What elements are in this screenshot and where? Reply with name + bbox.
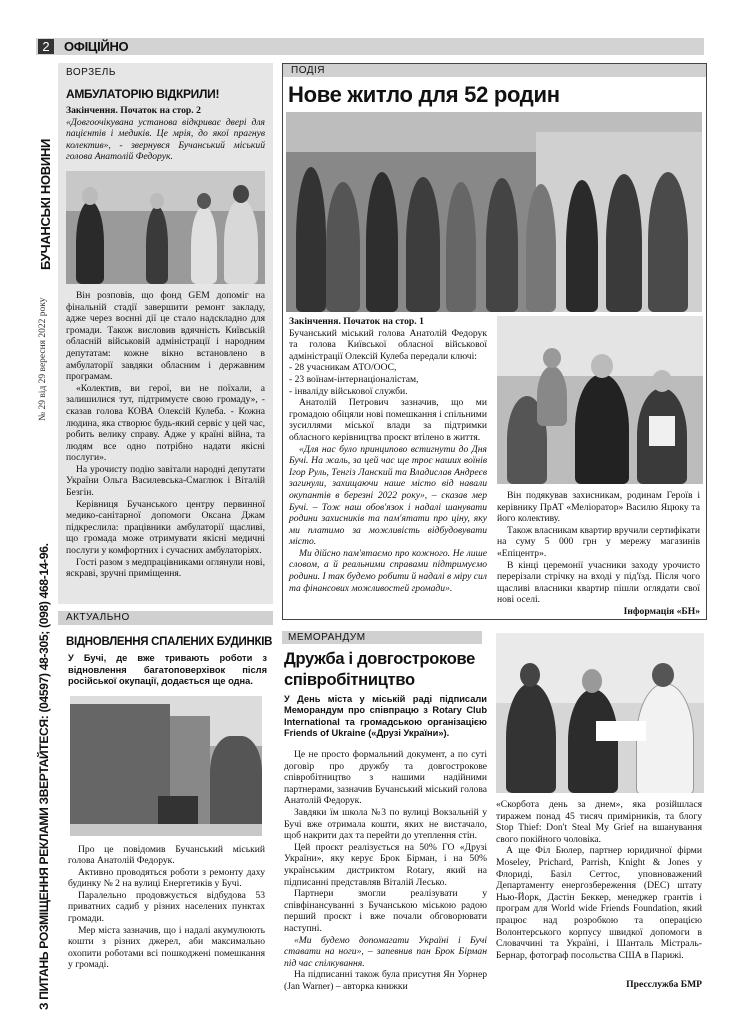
paragraph: Цей проєкт реалізується на 50% ГО «Друзі України», яку керує Брок Бірман, і на 50% українським дистриктом Rotary, який на підписанні представляв Віталій Лесько. <box>284 841 487 888</box>
section-header-bar <box>36 38 704 55</box>
paragraph: Завдяки їм школа №3 по вулиці Вокзальній у Бучі вже отримала кошти, яких не вистачало, щоб накрити дах та перейти до утеплення стін. <box>284 806 487 842</box>
crowd-photo <box>286 112 702 312</box>
headline: Нове житло для 52 родин <box>288 82 560 107</box>
article-title: ВІДНОВЛЕННЯ СПАЛЕНИХ БУДИНКІВ <box>66 636 273 648</box>
paragraph: «Скорбота день за днем», яка розійшлася тиражем понад 45 тисяч примірників, та блогу Stop Thief: Don't Steal My Grief на вшанування свого покійного чоловіка. <box>496 799 702 845</box>
paragraph: На урочисту подію завітали народні депутати України Ольга Василевська-Смаглюк і Віталій Безгін. <box>66 463 265 499</box>
podiya-article <box>282 63 707 620</box>
continued-note: Закінчення. Початок на стор. 1 <box>289 316 424 327</box>
family-photo <box>497 316 703 484</box>
paragraph: Анатолій Петрович зазначив, що ми громадою обіцяли нові помешкання і спільними зусиллями міської влади за підтримки обласного керівництва проєкт втілено в життя. <box>289 397 487 443</box>
ad-contact-line: З ПИТАНЬ РОЗМІЩЕННЯ РЕКЛАМИ ЗВЕРТАЙТЕСЯ: (04597) 48-305; (098) 468-14-96. <box>37 543 51 1010</box>
memorandum-article <box>282 631 705 1016</box>
building-photo <box>70 696 262 836</box>
signing-photo <box>496 633 704 793</box>
paragraph: «Колектив, ви герої, ви не поїхали, а залишилися тут, підтримуєте свою громаду», - сказав голова КОВА Олексій Кулеба. - Кожна людина, яка створює будь-який сервіс у цей час, робить велику справу. Адже у країні війна, та людям все одно потрібно надати якісні послуги». <box>66 382 265 464</box>
quote: Ми дійсно пам'ятаємо про кожного. Не лише словом, а й реальними справами підтримуємо родини. І так будемо робити й надалі в міру сил та фінансових можливостей громади». <box>289 547 487 594</box>
paragraph: В кінці церемонії учасники заходу урочисто перерізали стрічку на вході у під'їзд. Після чого щасливі власники квартир пішли оглядати свої нові оселі. <box>497 559 700 606</box>
paragraph: Це не просто формальний документ, а по суті договір про дружбу та довгострокове співробітництво з нашими надійними партнерами, зазначив Бучанський міський голова Анатолій Федорук. <box>284 749 487 807</box>
headline: Дружба і довгострокове співробітництво <box>284 650 476 689</box>
quote: «Ми будемо допомагати Україні і Бучі ставати на ноги», – запевнив пан Брок Бірман під час спілкування. <box>284 934 487 969</box>
page-number: 2 <box>38 39 54 54</box>
sidebar <box>36 58 52 1018</box>
paragraph: Про це повідомив Бучанський міський голова Анатолій Федорук. <box>68 843 265 867</box>
paragraph: Бучанський міський голова Анатолій Федорук та голова Київської обласної військової адміністрації Олексій Кулеба передали ключі: <box>289 327 487 362</box>
paragraph: Активно проводяться роботи з ремонту даху будинку № 2 на вулиці Енергетиків у Бучі. <box>68 866 265 890</box>
paragraph: Він подякував захисникам, родинам Героїв і керівнику ПрАТ «Меліоратор» Василю Яцюку та його колективу. <box>497 490 700 525</box>
vorzel-panel <box>58 63 273 604</box>
issue-line: № 29 від 29 вересня 2022 року <box>38 297 48 421</box>
paragraph: Партнери змогли реалізувати у співфінансуванні з Бучанською міською радою перший проєкт і вже почали обговорювати наступні. <box>284 888 487 934</box>
paragraph: Він розповів, що фонд GEM допоміг на фінальній стадії завершити ремонт закладу, адже через воєнні дії це стало надскладно для громади. Також висловив вдячність Київській обласній військовій адміністрації і народним депутатам: кожне вікно встановлено в амбулаторії завдяки обласним і державним програмам. <box>66 289 265 383</box>
article-title: АМБУЛАТОРІЮ ВІДКРИЛИ! <box>66 87 220 101</box>
paragraph: Гості разом з медпрацівниками оглянули нові, яскраві, зручні приміщення. <box>66 556 265 580</box>
lead-quote: «Довгоочікувана установа відкриває двері для пацієнтів і медиків. Це мрія, до якої прагнув колектив», - звернувся Бучанський міський голова Анатолій Федорук. <box>66 116 265 163</box>
credit: Інформація «БН» <box>623 605 700 617</box>
list-item: - інваліду військової служби. <box>289 385 408 397</box>
rubric-vorzel: ВОРЗЕЛЬ <box>66 67 116 78</box>
lead-text: У День міста у міській раді підписали Меморандум про співпрацю з Rotary Club International та громадською організацією Friends of Ukraine («Друзі України»). <box>284 694 487 739</box>
masthead: БУЧАНСЬКІ НОВИНИ <box>38 138 53 270</box>
paragraph: Мер міста зазначив, що і надалі акумулюють кошти з різних джерел, аби максимально охопити роботами всі пошкоджені помешкання у громаді. <box>68 924 265 971</box>
quote: «Для нас було принципово встигнути до Дня Бучі. На жаль, за цей час ще троє наших воїнів Ігор Руль, Тенгіз Ланский та Владислав Андреєв загинули, захищаючи наше місто від навали окупантів в березні 2022 року», – сказав мер Бучі. – Тож наш обов'язок і надалі шанувати родини захисників та пам'ятати про ціну, яку ми платимо за можливість відбудовувати місто. <box>289 443 487 548</box>
paragraph: На підписанні також була присутня Ян Уорнер (Jan Warner) – авторка книжки <box>284 969 487 992</box>
list-item: - 28 учасникам АТО/ООС, <box>289 362 397 374</box>
clinic-photo <box>66 171 265 284</box>
paragraph: Паралельно продовжується відбудова 53 приватних садиб у різних населених пунктах громади. <box>68 889 265 925</box>
list-item: - 23 воїнам-інтернаціоналістам, <box>289 373 419 385</box>
paragraph: Також власникам квартир вручили сертифікати на суму 5 000 грн у мережу магазинів «Епіцентр». <box>497 524 701 559</box>
rubric-aktualno: АКТУАЛЬНО <box>58 611 273 625</box>
section-title: ОФІЦІЙНО <box>64 39 129 54</box>
aktualno-panel <box>58 611 273 1011</box>
lead-text: У Бучі, де вже тривають роботи з відновлення багатоповерхівок після російської окупації, додається ще одна. <box>68 653 267 686</box>
credit: Пресслужба БМР <box>626 979 702 991</box>
continued-note: Закінчення. Початок на стор. 2 <box>66 105 201 116</box>
paragraph: А ще Філ Бюлер, партнер юридичної фірми Moseley, Prichard, Parrish, Knight & Jones у Флориді, Базіл Сеттос, уповноважений Департаменту енергозбереження (DEC) штату Нью-Йорк, Дастін Беккер, менеджер грантів і програм для World wide Friends Foundation, який працює над розробкою та операцією Волонтерського корпусу швидкої допомоги в Словаччині та Україні, і Шанталь Містраль-Бернар, фотограф посольства США в Парижі. <box>496 845 702 961</box>
paragraph: Керівниця Бучанського центру первинної медико-санітарної допомоги Оксана Джам підкреслила: працівники амбулаторії щасливі, що громада може отримувати якісні медичні послуги у комфортних і сучасних амбулаторіях. <box>66 498 265 557</box>
rubric-memorandum: МЕМОРАНДУМ <box>282 631 482 644</box>
rubric-podiya: ПОДІЯ <box>283 64 706 77</box>
